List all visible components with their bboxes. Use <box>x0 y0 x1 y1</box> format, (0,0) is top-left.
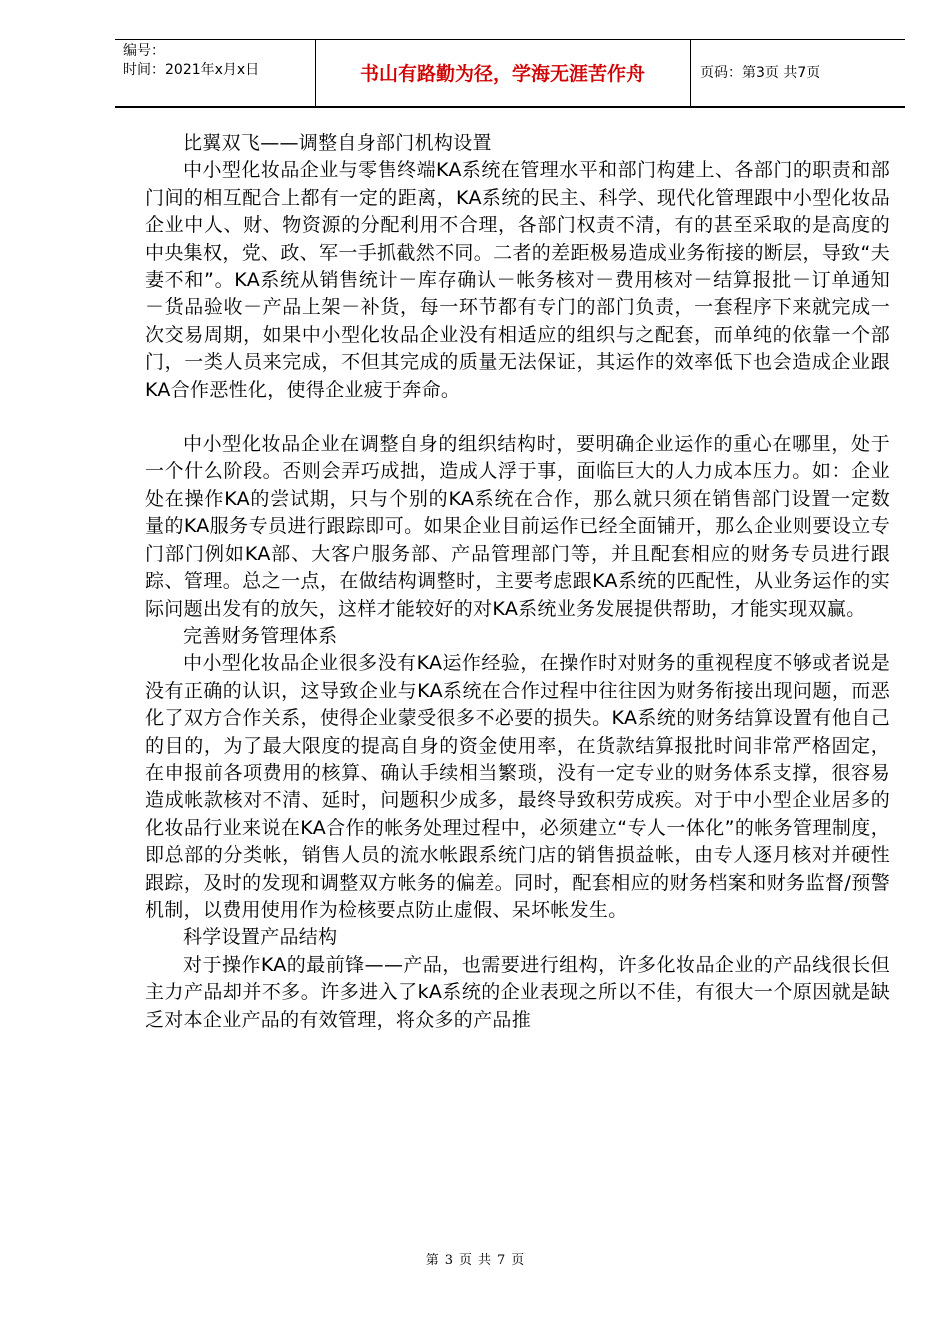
body-paragraph: 中小型化妆品企业很多没有KA运作经验，在操作时对财务的重视程度不够或者说是没有正确的认识，这导致企业与KA系统在合作过程中往往因为财务衔接出现问题，而恶化了双方合作关系，使得企业蒙受很多不必要的损失。KA系统的财务结算设置有他自己的目的，为了最大限度的提高自身的资金使用率，在货款结算报批时间非常严格固定，在申报前各项费用的核算、确认手续相当繁琐，没有一定专业的财务体系支撑，很容易造成帐款核对不清、延时，问题积少成多，最终导致积劳成疾。对于中小型企业居多的化妆品行业来说在KA合作的帐务处理过程中，必须建立“专人一体化”的帐务管理制度，即总部的分类帐，销售人员的流水帐跟系统门店的销售损益帐，由专人逐月核对并硬性跟踪，及时的发现和调整双方帐务的偏差。同时，配套相应的财务档案和财务监督/预警机制，以费用使用作为检核要点防止虚假、呆坏帐发生。 <box>145 652 890 921</box>
header-motto: 书山有路勤为径，学海无涯苦作舟 <box>359 63 645 85</box>
document-header <box>115 39 905 108</box>
header-divider <box>690 39 691 107</box>
footer-current-page: 3 <box>444 1253 453 1268</box>
body-paragraph: 中小型化妆品企业与零售终端KA系统在管理水平和部门构建上、各部门的职责和部门间的相互配合上都有一定的距离，KA系统的民主、科学、现代化管理跟中小型化妆品企业中人、财、物资源的分配利用不合理，各部门权责不清，有的甚至采取的是高度的中央集权，党、政、军一手抓截然不同。二者的差距极易造成业务衔接的断层，导致“夫妻不和”。KA系统从销售统计－库存确认－帐务核对－费用核对－结算报批－订单通知－货品验收－产品上架－补货，每一环节都有专门的部门负责，一套程序下来就完成一次交易周期，如果中小型化妆品企业没有相适应的组织与之配套，而单纯的依靠一个部门，一类人员来完成，不但其完成的质量无法保证，其运作的效率低下也会造成企业跟KA合作恶性化，使得企业疲于奔命。 <box>145 159 890 401</box>
document-body <box>145 130 890 1034</box>
header-top-rule <box>115 39 905 40</box>
header-bottom-rule <box>115 106 905 108</box>
section-heading: 比翼双飞——调整自身部门机构设置 <box>183 132 492 154</box>
section-heading: 科学设置产品结构 <box>183 926 338 949</box>
footer-prefix: 第 <box>425 1253 439 1268</box>
header-page-info: 页码：第3页 共7页 <box>700 65 821 81</box>
footer-page-word: 页 <box>458 1253 472 1268</box>
section-heading: 完善财务管理体系 <box>183 624 338 647</box>
body-paragraph: 对于操作KA的最前锋——产品，也需要进行组构，许多化妆品企业的产品线很长但主力产品却并不多。许多进入了kA系统的企业表现之所以不佳，有很大一个原因就是缺乏对本企业产品的有效管理，将众多的产品推 <box>145 953 890 1031</box>
page-footer <box>0 1253 950 1269</box>
footer-total-word: 共 <box>478 1253 492 1268</box>
footer-total-pages: 7 <box>497 1253 506 1268</box>
footer-suffix: 页 <box>511 1253 525 1268</box>
body-paragraph: 中小型化妆品企业在调整自身的组织结构时，要明确企业运作的重心在哪里，处于一个什么阶段。否则会弄巧成拙，造成人浮于事，面临巨大的人力成本压力。如：企业处在操作KA的尝试期，只与个别的KA系统在合作，那么就只须在销售部门设置一定数量的KA服务专员进行跟踪即可。如果企业目前运作已经全面铺开，那么企业则要设立专门部门例如KA部、大客户服务部、产品管理部门等，并且配套相应的财务专员进行跟踪、管理。总之一点，在做结构调整时，主要考虑跟KA系统的匹配性，从业务运作的实际问题出发有的放矢，这样才能较好的对KA系统业务发展提供帮助，才能实现双赢。 <box>145 433 890 620</box>
header-number-label: 编号： <box>123 43 165 59</box>
header-time-label: 时间：2021年x月x日 <box>123 62 260 78</box>
